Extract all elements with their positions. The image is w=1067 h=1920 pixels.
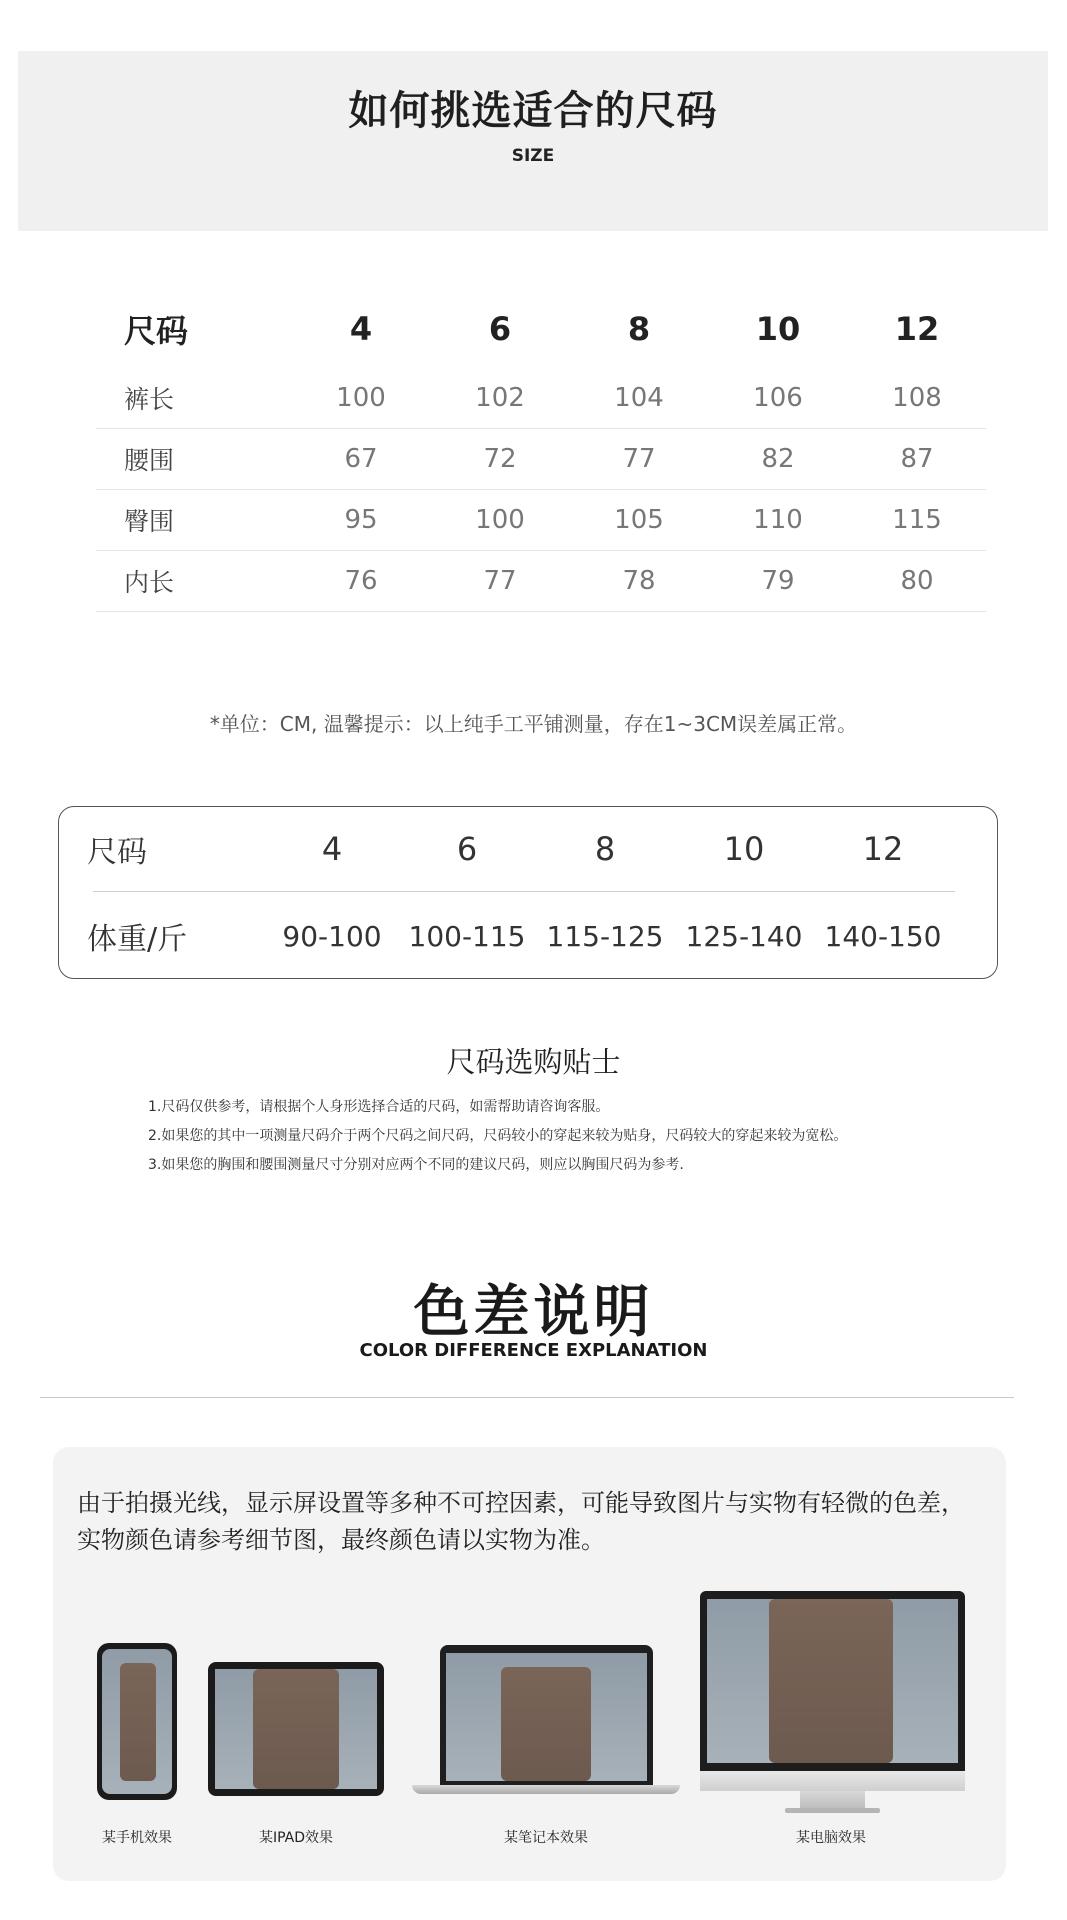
header-cell-size-12: 12 — [894, 310, 940, 348]
header-cell-size-8: 8 — [627, 310, 651, 348]
table-cell: 106 — [753, 383, 803, 413]
row-label: 臀围 — [124, 507, 175, 536]
row-label: 裤长 — [124, 385, 175, 414]
table-cell: 104 — [614, 383, 664, 413]
pants-image — [501, 1667, 591, 1781]
laptop-base — [412, 1785, 680, 1794]
weight-table — [58, 806, 998, 979]
table-cell: 102 — [475, 383, 525, 413]
table-cell: 115-125 — [546, 919, 664, 953]
table-cell: 67 — [344, 444, 378, 474]
pants-image — [120, 1663, 156, 1781]
monitor-chin — [700, 1771, 965, 1791]
table-cell: 79 — [761, 566, 795, 596]
weight-table-divider — [93, 891, 955, 892]
section-divider — [40, 1397, 1014, 1398]
row-label: 体重/斤 — [87, 922, 188, 957]
header-cell-size-12: 12 — [862, 830, 904, 868]
table-cell: 110 — [753, 505, 803, 535]
table-cell: 76 — [344, 566, 378, 596]
tablet-screen — [215, 1669, 377, 1789]
tips-title: 尺码选购贴士 — [446, 1045, 621, 1079]
table-row — [96, 490, 986, 551]
phone-device-image — [97, 1643, 177, 1800]
table-cell: 108 — [892, 383, 942, 413]
header-cell-size-10: 10 — [755, 310, 801, 348]
table-cell: 115 — [892, 505, 942, 535]
table-cell: 125-140 — [685, 919, 803, 953]
header-cell-size-10: 10 — [723, 830, 765, 868]
tips-list — [148, 1097, 1008, 1184]
header-cell-size-8: 8 — [594, 830, 616, 868]
list-item: 3.如果您的胸围和腰围测量尺寸分别对应两个不同的建议尺码，则应以胸围尺码为参考. — [148, 1157, 684, 1173]
unit-note: *单位：CM, 温馨提示：以上纯手工平铺测量，存在1~3CM误差属正常。 — [209, 712, 858, 736]
color-difference-subtitle: COLOR DIFFERENCE EXPLANATION — [359, 1340, 708, 1361]
pants-image — [253, 1669, 339, 1789]
header-cell-label: 尺码 — [124, 312, 189, 350]
table-cell: 78 — [622, 566, 656, 596]
table-cell: 100 — [336, 383, 386, 413]
table-cell: 100 — [475, 505, 525, 535]
table-cell: 82 — [761, 444, 795, 474]
pants-image — [769, 1599, 893, 1763]
table-cell: 95 — [344, 505, 378, 535]
row-label: 内长 — [124, 568, 175, 597]
monitor-foot — [785, 1808, 880, 1813]
table-cell: 87 — [900, 444, 934, 474]
table-cell: 100-115 — [408, 919, 526, 953]
table-cell: 105 — [614, 505, 664, 535]
color-difference-text — [77, 1485, 997, 1559]
row-label: 腰围 — [124, 446, 175, 475]
size-table — [96, 290, 986, 612]
monitor-device-image — [700, 1591, 965, 1771]
tablet-device-image — [208, 1662, 384, 1796]
device-label-laptop: 某笔记本效果 — [504, 1830, 588, 1846]
table-cell: 72 — [483, 444, 517, 474]
phone-screen — [102, 1649, 172, 1794]
device-label-desktop: 某电脑效果 — [796, 1830, 866, 1846]
table-row — [96, 551, 986, 612]
page-subtitle: SIZE — [511, 146, 555, 166]
table-cell: 140-150 — [824, 919, 942, 953]
text-line: 由于拍摄光线，显示屏设置等多种不可控因素，可能导致图片与实物有轻微的色差， — [77, 1489, 965, 1517]
device-label-ipad: 某IPAD效果 — [258, 1830, 334, 1846]
weight-table-header — [59, 807, 997, 891]
device-label-phone: 某手机效果 — [102, 1830, 172, 1846]
table-row — [59, 893, 997, 979]
list-item: 1.尺码仅供参考，请根据个人身形选择合适的尺码，如需帮助请咨询客服。 — [148, 1099, 610, 1115]
table-cell: 77 — [483, 566, 517, 596]
laptop-screen — [446, 1653, 647, 1781]
header-cell-label: 尺码 — [87, 835, 147, 870]
table-row — [96, 368, 986, 429]
header-cell-size-4: 4 — [321, 830, 343, 868]
color-difference-title: 色差说明 — [413, 1280, 654, 1345]
monitor-stand — [800, 1791, 865, 1809]
table-cell: 80 — [900, 566, 934, 596]
table-cell: 77 — [622, 444, 656, 474]
header-cell-size-6: 6 — [488, 310, 512, 348]
table-row — [96, 429, 986, 490]
text-line: 实物颜色请参考细节图，最终颜色请以实物为准。 — [77, 1526, 605, 1554]
list-item: 2.如果您的其中一项测量尺码介于两个尺码之间尺码，尺码较小的穿起来较为贴身，尺码较大的穿起来较为宽松。 — [148, 1128, 848, 1144]
monitor-screen — [707, 1599, 958, 1763]
header-banner — [18, 51, 1048, 231]
header-cell-size-4: 4 — [349, 310, 373, 348]
header-cell-size-6: 6 — [456, 830, 478, 868]
page-title: 如何挑选适合的尺码 — [348, 88, 718, 134]
laptop-device-image — [440, 1645, 653, 1785]
table-cell: 90-100 — [282, 919, 382, 953]
size-table-header — [96, 290, 986, 368]
